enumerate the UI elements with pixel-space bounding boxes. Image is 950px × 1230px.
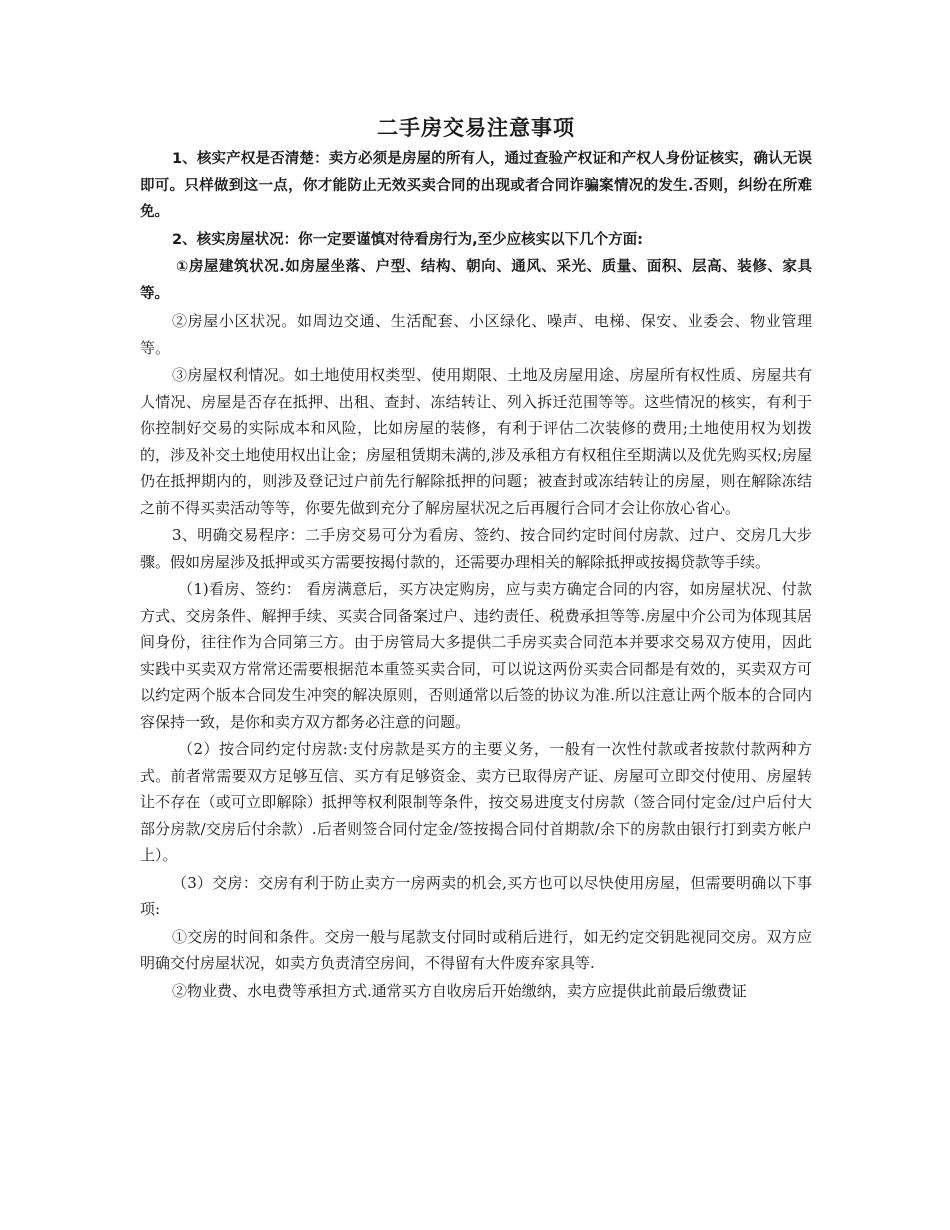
paragraph-verify-house-condition: 2、核实房屋状况：你一定要谨慎对待看房行为,至少应核实以下几个方面: [172,231,643,248]
paragraph-property-rights: ③房屋权利情况。如土地使用权类型、使用期限、土地及房屋用途、房屋所有权性质、房屋共有人情况、房屋是否存在抵押、出租、查封、冻结转让、列入拆迁范围等等。这些情况的核实，有利于你控制好交易的实际成本和风险，比如房屋的装修，有利于评估二次装修的费用;土地使用权为划拨的，涉及补交土地使用权出让金；房屋租赁期未满的,涉及承租方有权租住至期满以及优先购买权;房屋仍在抵押期内的，则涉及登记过户前先行解除抵押的问题；被查封或冻结转让的房屋，则在解除冻结之前不得买卖活动等等，你要先做到充分了解房屋状况之后再履行合同才会让你放心省心。 [140,366,812,517]
paragraph-handover: （3）交房：交房有利于防止卖方一房两卖的机会,买方也可以尽快使用房屋，但需要明确以下事项: [140,873,812,918]
paragraph-community-condition: ②房屋小区状况。如周边交通、生活配套、小区绿化、噪声、电梯、保安、业委会、物业管理等。 [140,312,812,357]
paragraph-verify-ownership: 1、核实产权是否清楚：卖方必须是房屋的所有人，通过查验产权证和产权人身份证核实，确认无误即可。只样做到这一点，你才能防止无效买卖合同的出现或者合同诈骗案情况的发生.否则，纠纷在所难免。 [140,151,812,220]
paragraph-fees: ②物业费、水电费等承担方式.通常买方自收房后开始缴纳，卖方应提供此前最后缴费证 [172,981,747,1000]
paragraph-viewing-signing: （1)看房、签约： 看房满意后，买方决定购房，应与卖方确定合同的内容，如房屋状况、付款方式、交房条件、解押手续、买卖合同备案过户、违约责任、税费承担等等.房屋中介公司为体现其居间身份，往往作为合同第三方。由于房管局大多提供二手房买卖合同范本并要求交易双方使用，因此实践中买卖双方常常还需要根据范本重签买卖合同，可以说这两份买卖合同都是有效的，买卖双方可以约定两个版本合同发生冲突的解决原则，否则通常以后签的协议为准.所以注意让两个版本的合同内容保持一致，是你和卖方双方都务必注意的问题。 [140,580,812,731]
paragraph-building-condition: ①房屋建筑状况.如房屋坐落、户型、结构、朝向、通风、采光、质量、面积、层高、装修、家具等。 [140,259,812,302]
paragraph-handover-time: ①交房的时间和条件。交房一般与尾款支付同时或稍后进行，如无约定交钥匙视同交房。双方应明确交付房屋状况，如卖方负责清空房间，不得留有大件废弃家具等. [140,927,812,972]
paragraph-payment: （2）按合同约定付房款:支付房款是买方的主要义务，一般有一次性付款或者按款付款两种方式。前者常需要双方足够互信、买方有足够资金、卖方已取得房产证、房屋可立即交付使用、房屋转让不存在（或可立即解除）抵押等权利限制等条件，按交易进度支付房款（签合同付定金/过户后付大部分房款/交房后付余款）.后者则签合同付定金/签按揭合同付首期款/余下的房款由银行打到卖方帐户上）。 [140,740,812,864]
document-page [140,112,812,1005]
document-title: 二手房交易注意事项 [377,116,575,140]
paragraph-transaction-procedure: 3、明确交易程序：二手房交易可分为看房、签约、按合同约定时间付房款、过户、交房几大步骤。假如房屋涉及抵押或买方需要按揭付款的，还需要办理相关的解除抵押或按揭贷款等手续。 [140,526,812,571]
